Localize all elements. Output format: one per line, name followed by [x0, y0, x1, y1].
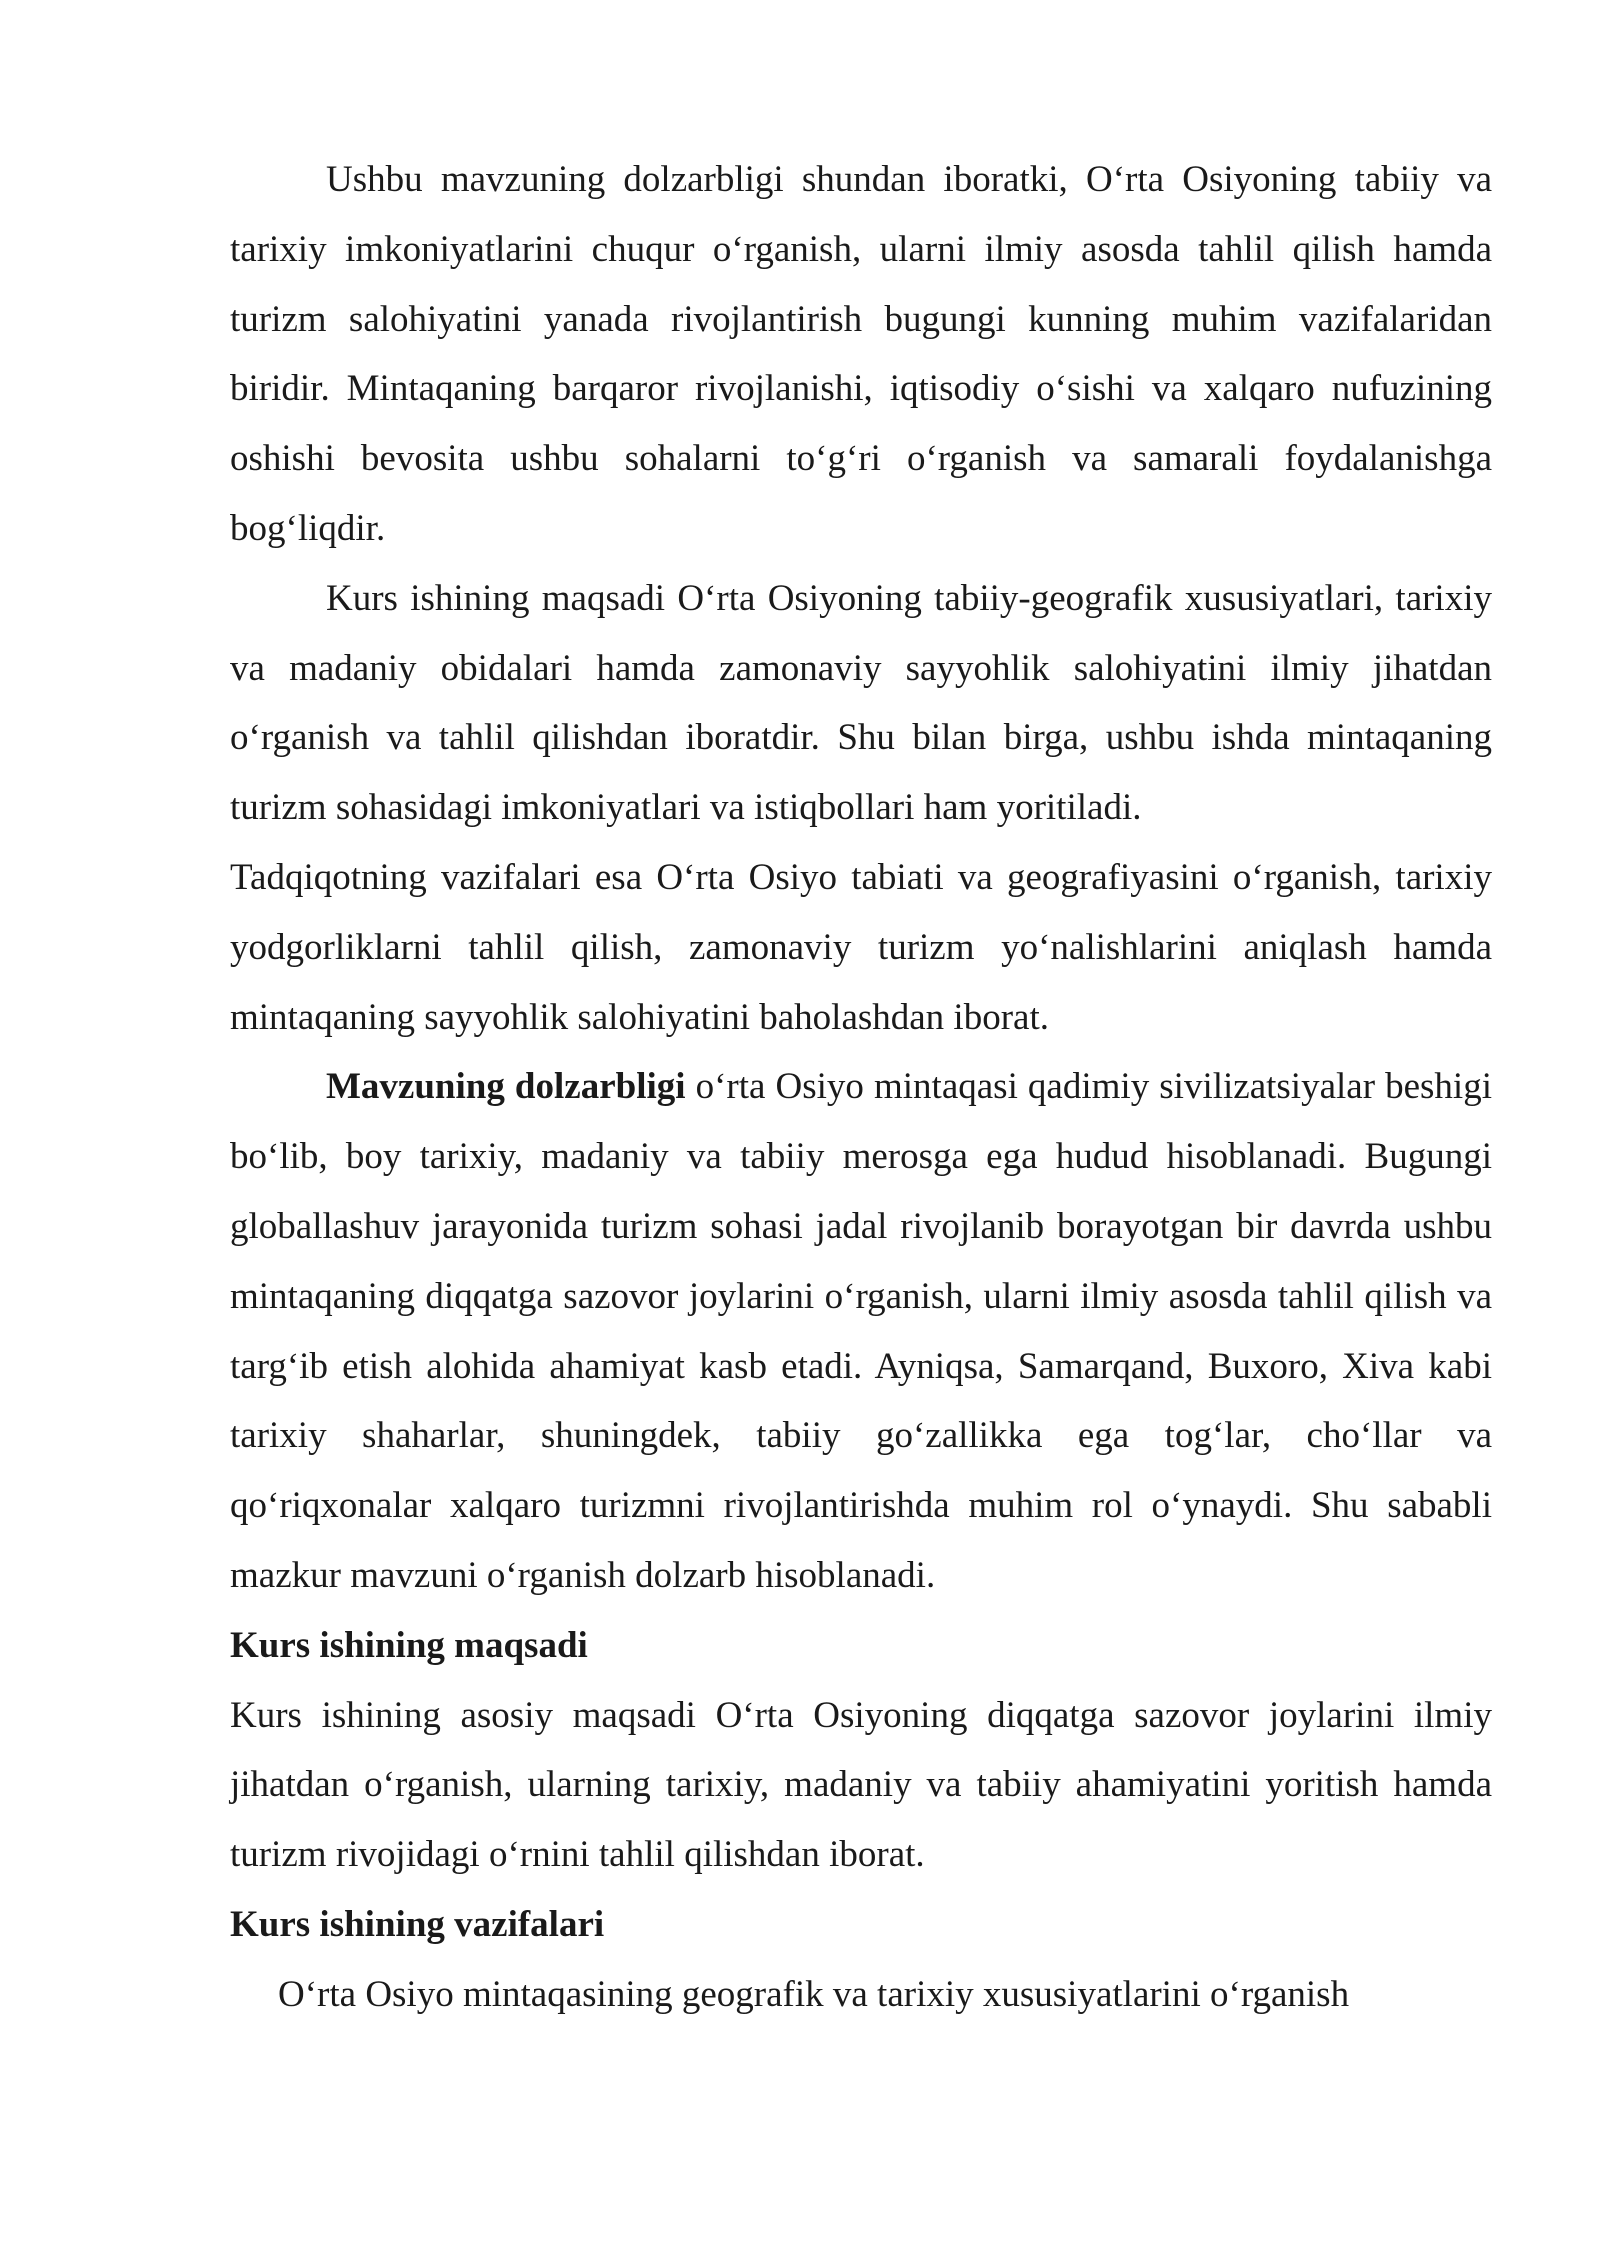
- paragraph-topic-relevance: [230, 1052, 1492, 1610]
- heading-course-tasks: Kurs ishining vazifalari: [230, 1903, 605, 1945]
- paragraph-course-goal: Kurs ishining maqsadi O‘rta Osiyoning tabiiy-geografik xususiyatlari, tarixiy va madaniy obidalari hamda zamonaviy sayyohlik salohiyatini ilmiy jihatdan o‘rganish va tahlil qilishdan iboratdir. Shu bilan birga, ushbu ishda mintaqaning turizm sohasidagi imkoniyatlari va istiqbollari ham yoritiladi.: [230, 577, 1492, 829]
- topic-relevance-text: o‘rta Osiyo mintaqasi qadimiy sivilizatsiyalar beshigi bo‘lib, boy tarixiy, madaniy va tabiiy merosga ega hudud hisoblanadi. Bugungi globallashuv jarayonida turizm sohasi jadal rivojlanib borayotgan bir davrda ushbu mintaqaning diqqatga sazovor joylarini o‘rganish, ularni ilmiy asosda tahlil qilish va targ‘ib etish alohida ahamiyat kasb etadi. Ayniqsa, Samarqand, Buxoro, Xiva kabi tarixiy shaharlar, shuningdek, tabiiy go‘zallikka ega tog‘lar, cho‘llar va qo‘riqxonalar xalqaro turizmni rivojlantirishda muhim rol o‘ynaydi. Shu sababli mazkur mavzuni o‘rganish dolzarb hisoblanadi.: [230, 1066, 1492, 1596]
- topic-relevance-label: Mavzuning dolzarbligi: [326, 1066, 686, 1108]
- paragraph-relevance-intro: Ushbu mavzuning dolzarbligi shundan iboratki, O‘rta Osiyoning tabiiy va tarixiy imkoniyatlarini chuqur o‘rganish, ularni ilmiy asosda tahlil qilish hamda turizm salohiyatini yanada rivojlantirish bugungi kunning muhim vazifalaridan biridir. Mintaqaning barqaror rivojlanishi, iqtisodiy o‘sishi va xalqaro nufuzining oshishi bevosita ushbu sohalarni to‘g‘ri o‘rganish va samarali foydalanishga bog‘liqdir.: [230, 159, 1492, 549]
- document-body: [230, 145, 1492, 2030]
- paragraph-research-tasks: Tadqiqotning vazifalari esa O‘rta Osiyo tabiati va geografiyasini o‘rganish, tarixiy yodgorliklarni tahlil qilish, zamonaviy turizm yo‘nalishlarini aniqlash hamda mintaqaning sayyohlik salohiyatini baholashdan iborat.: [230, 856, 1492, 1038]
- list-item: O‘rta Osiyo mintaqasining geografik va tarixiy xususiyatlarini o‘rganish: [278, 1973, 1350, 2015]
- heading-course-goal: Kurs ishining maqsadi: [230, 1624, 588, 1666]
- paragraph-main-goal: Kurs ishining asosiy maqsadi O‘rta Osiyoning diqqatga sazovor joylarini ilmiy jihatdan o‘rganish, ularning tarixiy, madaniy va tabiiy ahamiyatini yoritish hamda turizm rivojidagi o‘rnini tahlil qilishdan iborat.: [230, 1694, 1492, 1876]
